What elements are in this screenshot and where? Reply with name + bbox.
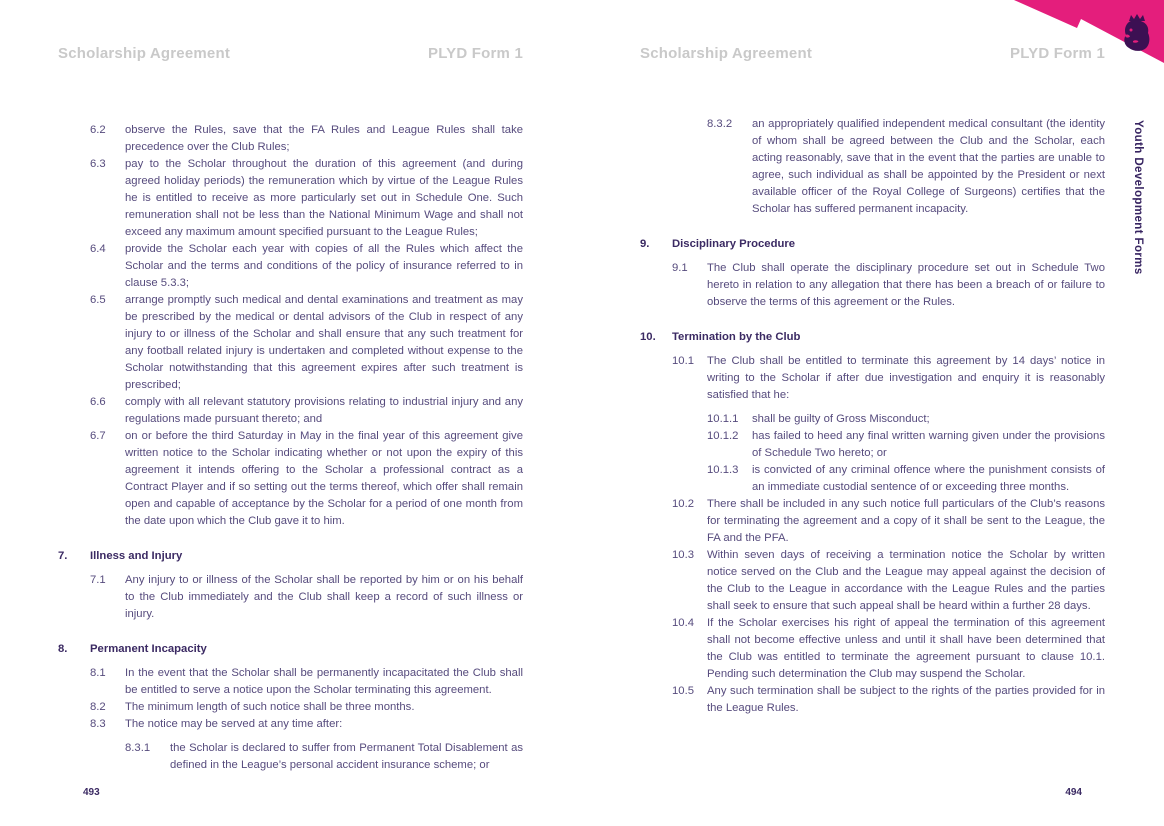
clause-text: Any such termination shall be subject to the rights of the parties provided for in the League Rules.	[707, 685, 1105, 714]
clause-number: 10.3	[672, 549, 694, 561]
clause-number: 10.5	[672, 685, 694, 697]
clause-text: pay to the Scholar throughout the duration of this agreement (and during agreed holiday periods) the remuneration which by virtue of the League Rules he is entitled to receive as more particularly set out in Schedule One. Such remuneration shall not be less than the National Minimum Wage and shall not exceed any maximum amount specified pursuant to the League Rules;	[125, 158, 523, 238]
page-right	[640, 0, 1105, 826]
clause-row	[640, 329, 1105, 346]
clause-row	[58, 740, 523, 774]
clause-row	[58, 394, 523, 428]
clause-number: 8.2	[90, 701, 106, 713]
clause-number: 9.	[640, 238, 650, 250]
clause-row	[640, 428, 1105, 462]
clause-text: an appropriately qualified independent medical consultant (the identity of whom shall be agreed between the Club and the Scholar, each acting reasonably, save that in the event that the parties are unable to agree, such individual as shall be appointed by the President or next available officer of the Royal College of Surgeons) certifies that the Scholar has suffered permanent incapacity.	[752, 118, 1105, 215]
clause-row	[640, 353, 1105, 404]
clause-number: 6.3	[90, 158, 106, 170]
clause-number: 6.6	[90, 396, 106, 408]
page-header	[58, 45, 523, 62]
clause-text: Termination by the Club	[672, 331, 801, 343]
clause-text: shall be guilty of Gross Misconduct;	[752, 413, 930, 425]
clause-text: has failed to heed any final written warning given under the provisions of Schedule Two hereto; or	[752, 430, 1105, 459]
clause-row	[640, 411, 1105, 428]
clause-number: 10.4	[672, 617, 694, 629]
clause-row	[640, 683, 1105, 717]
clause-text: The minimum length of such notice shall be three months.	[125, 701, 415, 713]
clause-number: 6.2	[90, 124, 106, 136]
page-header-title: Scholarship Agreement	[58, 45, 231, 62]
clause-text: In the event that the Scholar shall be permanently incapacitated the Club shall be entitled to serve a notice upon the Scholar terminating this agreement.	[125, 667, 523, 696]
clause-text: The Club shall operate the disciplinary procedure set out in Schedule Two hereto in relation to any allegation that there has been a breach of or failure to observe the terms of this agreement or the Rules.	[707, 262, 1105, 308]
clause-text: arrange promptly such medical and dental examinations and treatment as may be prescribed by the medical or dental advisors of the Club in respect of any injury to or illness of the Scholar and shall ensure that any such treatment for any football related injury is undertaken and completed without expense to the Scholar notwithstanding that this agreement expires after such treatment is prescribed;	[125, 294, 523, 391]
clause-number: 10.1.1	[707, 413, 739, 425]
page-header-form: PLYD Form 1	[427, 45, 523, 62]
page-header-form: PLYD Form 1	[1009, 45, 1105, 62]
clause-row	[640, 260, 1105, 311]
clause-text: Illness and Injury	[90, 550, 183, 562]
clause-number: 10.	[640, 331, 656, 343]
clause-number: 9.1	[672, 262, 688, 274]
clause-row	[58, 122, 523, 156]
premier-league-lion-icon	[1116, 12, 1154, 54]
clause-row	[58, 548, 523, 565]
clause-number: 8.	[58, 643, 68, 655]
page-header-title: Scholarship Agreement	[640, 45, 813, 62]
clause-number: 8.3	[90, 718, 106, 730]
clause-text: provide the Scholar each year with copies of all the Rules which affect the Scholar and the terms and conditions of the policy of insurance referred to in clause 5.3.3;	[125, 243, 523, 289]
clause-number: 6.4	[90, 243, 106, 255]
clause-text: Permanent Incapacity	[90, 643, 207, 655]
clause-text: There shall be included in any such notice full particulars of the Club’s reasons for terminating the agreement and a copy of it shall be sent to the League, the FA and the PFA.	[707, 498, 1105, 544]
clause-text: on or before the third Saturday in May in the final year of this agreement give written notice to the Scholar indicating whether or not upon the expiry of this agreement it intends offering to the Scholar a professional contract as a Contract Player and if so setting out the terms thereof, which offer shall remain open and capable of acceptance by the Scholar for a period of one month from the date upon which the Club gave it to him.	[125, 430, 523, 527]
clause-text: If the Scholar exercises his right of appeal the termination of this agreement shall not become effective unless and until it shall have been determined that the Club was entitled to terminate the agreement pursuant to clause 10.1. Pending such determination the Club may suspend the Scholar.	[707, 617, 1105, 680]
page-number-right: 494	[1065, 787, 1082, 798]
clause-row	[640, 236, 1105, 253]
clause-number: 6.5	[90, 294, 106, 306]
clause-row	[640, 547, 1105, 615]
clause-row	[58, 292, 523, 394]
page-number-left: 493	[83, 787, 100, 798]
clause-number: 6.7	[90, 430, 106, 442]
clause-row	[640, 615, 1105, 683]
clause-row	[58, 241, 523, 292]
clause-row	[58, 665, 523, 699]
sidebar-vertical-label: Youth Development Forms	[1132, 120, 1144, 275]
clause-number: 8.3.1	[125, 742, 151, 754]
page-left	[58, 0, 523, 826]
clause-row	[58, 699, 523, 716]
clause-row	[58, 156, 523, 241]
clause-number: 10.1	[672, 355, 694, 367]
clause-text: is convicted of any criminal offence where the punishment consists of an immediate custodial sentence of or exceeding three months.	[752, 464, 1105, 493]
clause-number: 10.2	[672, 498, 694, 510]
clause-row	[640, 116, 1105, 218]
clause-row	[640, 462, 1105, 496]
clause-row	[58, 641, 523, 658]
clause-text: The Club shall be entitled to terminate this agreement by 14 days’ notice in writing to the Scholar if after due investigation and enquiry it is reasonably satisfied that he:	[707, 355, 1105, 401]
clause-text: comply with all relevant statutory provisions relating to industrial injury and any regulations made pursuant thereto; and	[125, 396, 523, 425]
clause-row	[58, 572, 523, 623]
clause-row	[58, 428, 523, 530]
clause-text: observe the Rules, save that the FA Rules and League Rules shall take precedence over the Club Rules;	[125, 124, 523, 153]
clause-number: 8.1	[90, 667, 106, 679]
clause-text: Within seven days of receiving a termination notice the Scholar by written notice served on the Club and the League may appeal against the decision of the Club to the League in accordance with the League Rules and the parties shall seek to ensure that such appeal shall be heard within a further 28 days.	[707, 549, 1105, 612]
clause-text: Disciplinary Procedure	[672, 238, 796, 250]
clause-number: 10.1.2	[707, 430, 739, 442]
clause-row	[640, 496, 1105, 547]
clause-number: 8.3.2	[707, 118, 733, 130]
clause-number: 10.1.3	[707, 464, 739, 476]
clause-text: Any injury to or illness of the Scholar shall be reported by him or on his behalf to the Club immediately and the Club shall keep a record of such illness or injury.	[125, 574, 523, 620]
page-left-content	[58, 122, 523, 774]
clause-text: The notice may be served at any time after:	[125, 718, 343, 730]
clause-text: the Scholar is declared to suffer from Permanent Total Disablement as defined in the League’s personal accident insurance scheme; or	[170, 742, 523, 771]
page-right-content	[640, 116, 1105, 717]
clause-number: 7.	[58, 550, 68, 562]
clause-row	[58, 716, 523, 733]
clause-number: 7.1	[90, 574, 106, 586]
